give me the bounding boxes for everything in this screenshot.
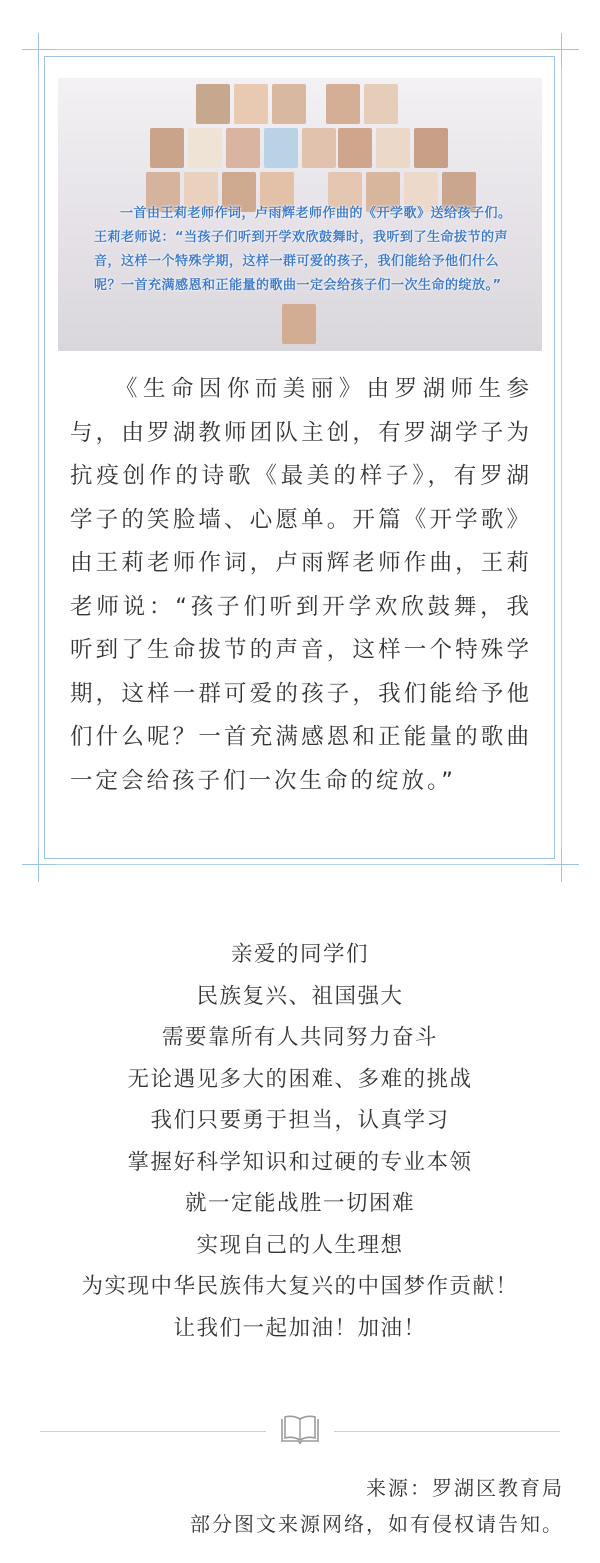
photo-caption: 一首由王莉老师作词，卢雨辉老师作曲的《开学歌》送给孩子们。王莉老师说：“当孩子们听到开学欢欣鼓舞时，我听到了生命拔节的声音，这样一个特殊学期，这样一群可爱的孩子，我们能给予他们什么呢？一首充满感恩和正能量的歌曲一定会给孩子们一次生命的绽放。” bbox=[94, 206, 512, 293]
poem-line: 让我们一起加油！加油！ bbox=[173, 1315, 427, 1341]
corner-cross-top-left bbox=[22, 33, 56, 67]
frame-bottom-line bbox=[30, 864, 570, 865]
student-thumb bbox=[376, 128, 410, 168]
poem-line: 为实现中华民族伟大复兴的中国梦作贡献！ bbox=[81, 1274, 519, 1299]
student-thumb bbox=[414, 128, 448, 168]
corner-cross-bottom-right bbox=[545, 848, 579, 882]
copyright-notice: 部分图文来源网络，如有侵权请告知。 bbox=[190, 1512, 564, 1536]
poem-line: 实现自己的人生理想 bbox=[196, 1232, 404, 1258]
frame-left-line bbox=[38, 40, 39, 874]
corner-cross-bottom-left bbox=[22, 848, 56, 882]
student-thumb bbox=[272, 84, 306, 124]
closing-poem bbox=[0, 934, 600, 1349]
poem-line: 亲爱的同学们 bbox=[230, 942, 369, 967]
article-paragraph: 《生命因你而美丽》由罗湖师生参与，由罗湖教师团队主创，有罗湖学子为抗疫创作的诗歌《最美的样子》，有罗湖学子的笑脸墙、心愿单。开篇《开学歌》由王莉老师作词，卢雨辉老师作曲，王莉老师说：“孩子们听到开学欢欣鼓舞，我听到了生命拔节的声音，这样一个特殊学期，这样一群可爱的孩子，我们能给予他们什么呢？一首充满感恩和正能量的歌曲一定会给孩子们一次生命的绽放。” bbox=[70, 376, 532, 794]
student-thumb bbox=[338, 128, 372, 168]
frame-top-line bbox=[30, 49, 570, 50]
frame-right-line bbox=[561, 40, 562, 874]
student-thumb bbox=[364, 84, 398, 124]
student-thumb bbox=[282, 304, 316, 344]
poem-line: 我们只要勇于担当，认真学习 bbox=[150, 1108, 450, 1133]
student-thumb bbox=[226, 128, 260, 168]
poem-line: 就一定能战胜一切困难 bbox=[184, 1191, 415, 1216]
poem-line: 掌握好科学知识和过硬的专业本领 bbox=[127, 1149, 473, 1175]
student-thumb bbox=[302, 128, 336, 168]
student-thumb bbox=[264, 128, 298, 168]
footer-divider-right bbox=[334, 1431, 560, 1432]
corner-cross-top-right bbox=[545, 33, 579, 67]
poem-line: 需要靠所有人共同努力奋斗 bbox=[161, 1025, 438, 1050]
poem-line: 民族复兴、祖国强大 bbox=[196, 983, 404, 1009]
student-thumb bbox=[188, 128, 222, 168]
student-thumb bbox=[234, 84, 268, 124]
footer-divider-left bbox=[40, 1431, 266, 1432]
book-icon bbox=[278, 1413, 322, 1447]
source-credit: 来源：罗湖区教育局 bbox=[366, 1476, 564, 1500]
student-thumb bbox=[196, 84, 230, 124]
poem-line: 无论遇见多大的困难、多难的挑战 bbox=[127, 1066, 473, 1092]
student-thumb bbox=[326, 84, 360, 124]
student-thumb bbox=[150, 128, 184, 168]
smile-wall-photo bbox=[58, 78, 542, 351]
